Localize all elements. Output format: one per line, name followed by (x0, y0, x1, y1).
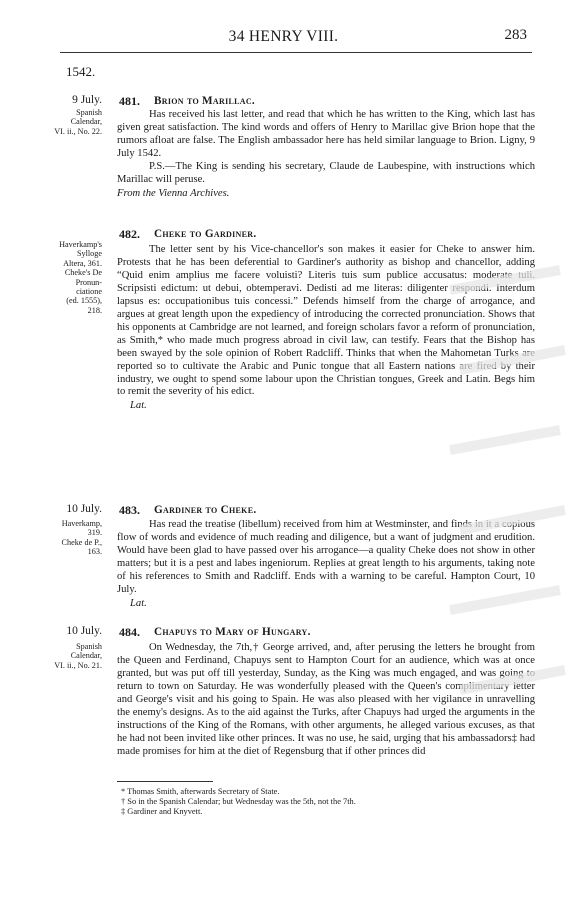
entry-source (46, 519, 102, 557)
source-line: Cheke de P., (61, 537, 102, 547)
source-line: Calendar, (70, 651, 102, 661)
entry-number: 481. (119, 94, 140, 108)
source-line: Calendar, (70, 117, 102, 127)
source-line: VI. ii., No. 21. (54, 660, 102, 670)
entry-paragraph: The letter sent by his Vice-chancellor's son makes it easier for Cheke to answer him. Protests that he has been deferential to Gardiner's authority as bishop and chancellor, adding “Quid enim amplius me facere voluisti? Literis tuis sum publice accusatus: moderate tuli. Scripsisti edictum: ut debui, obtemperavi. Dedisti ad me literas: diligenter respondi. Interdum lapsus es: occupationibus tuis concessi.” Defends himself from the charge of arrogance, and argues at great length upon the expediency of introducing the corrected pronunciation. Shows that his opponents at Cambridge are not learned, and foreign scholars favor a reform of pronunciation, as Smith,* who made much progress abroad in civil law, can testify. Fears that the Bishop has been swayed by the sole opinion of Robert Radcliff. Thinks that when the Mahometan Turks are reported so to cultivate the Arabic and Punic tongue that all Eastern nations are fired by their industry, we ought to spend some labour upon the Christian tongues, Greek and Latin. Begs him to remit the severity of his edict. (117, 244, 535, 398)
source-line: 218. (87, 305, 102, 315)
source-line: Altera, 361. (63, 258, 102, 268)
source-line: 319. (87, 528, 102, 538)
source-line: ciatione (76, 287, 102, 297)
entry-source (46, 240, 102, 315)
source-line: Cheke's De (64, 268, 102, 278)
source-line: 163. (87, 547, 102, 557)
entry-body (117, 642, 535, 759)
footnote: † So in the Spanish Calendar; but Wednesday was the 5th, not the 7th. (121, 797, 356, 806)
entry-title: Cheke to Gardiner. (154, 228, 257, 240)
entry-number: 483. (119, 503, 140, 517)
entry-source (46, 642, 102, 670)
header-rule (60, 52, 532, 53)
entry-title: Brion to Marillac. (154, 95, 256, 107)
footnote: * Thomas Smith, afterwards Secretary of State. (121, 787, 280, 796)
source-line: (ed. 1555), (66, 296, 102, 306)
entry-paragraph: Has read the treatise (libellum) received from him at Westminster, and finds in it a copious flow of words and evidence of much reading and diligence, but a want of judgment and erudition. Would have been glad to have passed over his arrogance—a quality Cheke does not show in other matters; but it is a pest and labes ingeniorum. Replies at great length to his arguments, taking note of his references to Smith and Radcliff. Ends with a warning to be careful. Hampton Court, 10 July. (117, 519, 535, 595)
entry-paragraph: On Wednesday, the 7th,† George arrived, and, after perusing the letters he brought from the Queen and Ferdinand, Chapuys sent to Hampton Court for an audience, which was at once granted, but was put off till yesterday, Sunday, as the King was much engaged, and was going to return to town on Saturday. He was wonderfully pleased with the Queen's complimentary letter and George's visit and his going to Spain. He was also pleased with her vigilance in unravelling the enemy's designs. As to the aid against the Turks, after Chapuys had urged the arguments in the instructions of the King of the Romans, with other arguments, he alleged various excuses, as that he had not been invited like other princes. It was no use, he said, urging that his ambassadors‡ had made promises for him at the diet of Regensburg that if other princes did (117, 642, 535, 757)
running-head-title: 34 HENRY VIII. (228, 28, 339, 45)
source-line: Haverkamp's (59, 240, 102, 249)
entry-date: 10 July. (66, 503, 102, 515)
source-line: Haverkamp, (61, 519, 102, 528)
entry-date: 9 July. (72, 94, 102, 106)
entry-number: 484. (119, 625, 140, 639)
entry-archive-note: From the Vienna Archives. (117, 187, 230, 199)
footnote: ‡ Gardiner and Knyvett. (121, 807, 203, 816)
entry-language-note: Lat. (130, 400, 147, 412)
source-line: Sylloge (76, 249, 102, 259)
source-line: Spanish (76, 108, 102, 117)
page-number: 283 (504, 27, 527, 43)
entry-title: Chapuys to Mary of Hungary. (154, 626, 311, 638)
footnotes (117, 787, 535, 817)
entry-body (117, 244, 535, 412)
year-marker: 1542. (66, 64, 96, 79)
footnote-rule (117, 781, 213, 782)
entry-date: 10 July. (66, 625, 102, 637)
entry-paragraph: Has received his last letter, and read that which he has written to the King, which last has given great satisfaction. The kind words and offers of Henry to Marillac give Brion hope that the rumors afloat are false. The English ambassador here has held similar language to Brion. Ligny, 9 July 1542. (117, 109, 535, 159)
entry-title: Gardiner to Cheke. (154, 504, 257, 516)
source-line: VI. ii., No. 22. (54, 126, 102, 136)
entry-body (117, 109, 535, 200)
source-line: Pronun- (75, 277, 102, 287)
entry-body (117, 519, 535, 610)
entry-number: 482. (119, 227, 140, 241)
source-line: Spanish (76, 642, 102, 651)
entry-source (46, 108, 102, 136)
entry-language-note: Lat. (130, 597, 147, 609)
entry-paragraph: P.S.—The King is sending his secretary, Claude de Laubespine, with instructions which Marillac will peruse. (117, 160, 535, 185)
